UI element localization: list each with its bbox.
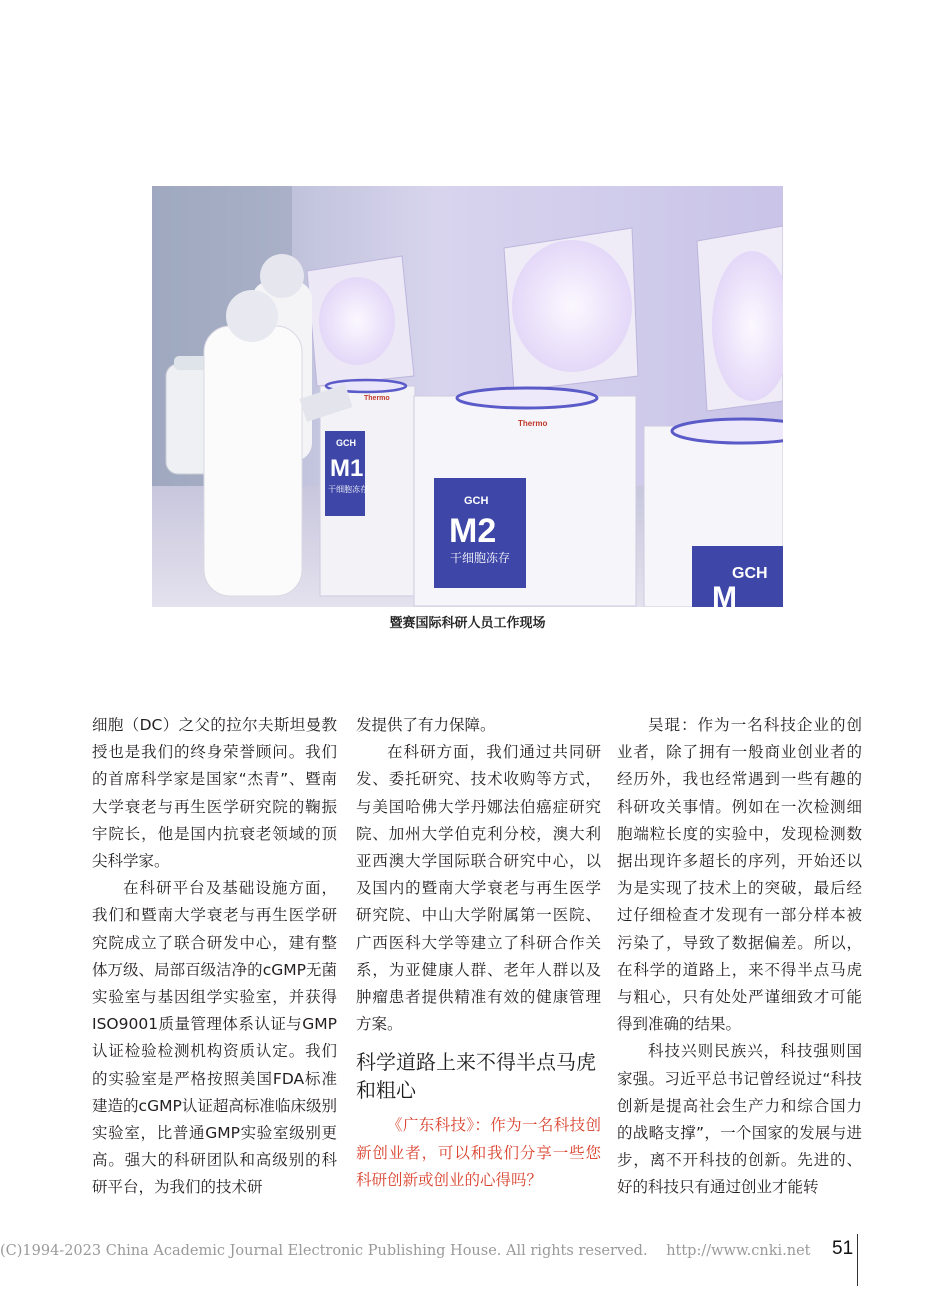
- paragraph: 细胞（DC）之父的拉尔夫斯坦曼教授也是我们的终身荣誉顾问。我们的首席科学家是国家“杰青”、暨南大学衰老与再生医学研究院的鞠振宇院长，他是国内抗衰老领域的顶尖科学家。: [92, 716, 337, 871]
- m1-sub-label: 干细胞冻存: [328, 485, 368, 494]
- m1-model-label: M1: [330, 455, 364, 482]
- paragraph: 在科研方面，我们通过共同研发、委托研究、技术收购等方式，与美国哈佛大学丹娜法伯癌症研究院、加州大学伯克利分校，澳大利亚西澳大学国际联合研究中心，以及国内的暨南大学衰老与再生医学研究院、中山大学附属第一医院、广西医科大学等建立了科研合作关系，为亚健康人群、老年人群以及肿瘤患者提供精准有效的健康管理方案。: [356, 743, 601, 1034]
- paragraph: 在科研平台及基础设施方面，我们和暨南大学衰老与再生医学研究院成立了联合研发中心，建有整体万级、局部百级洁净的cGMP无菌实验室与基因组学实验室，并获得ISO9001质量管理体系认证与GMP认证检验检测机构资质认定。我们的实验室是严格按照美国FDA标准建造的cGMP认证超高标准临床级别实验室，比普通GMP实验室级别更高。强大的科研团队和高级别的科研平台，为我们的技术研: [92, 879, 337, 1197]
- m2-brand-label: GCH: [464, 495, 489, 507]
- m3-model-label: M: [712, 581, 737, 607]
- page-divider: [857, 1234, 858, 1286]
- interview-question: 《广东科技》：作为一名科技创新创业者，可以和我们分享一些您科研创新或创业的心得吗？: [356, 1116, 601, 1189]
- m1-maker-label: Thermo: [364, 395, 390, 402]
- section-heading: 科学道路上来不得半点马虎和粗心: [356, 1050, 596, 1103]
- m2-model-label: M2: [449, 512, 497, 550]
- m2-maker-label: Thermo: [518, 419, 548, 428]
- page-number: 51: [832, 1238, 854, 1259]
- m1-brand-label: GCH: [336, 438, 356, 448]
- freezer-m1: [307, 256, 415, 596]
- copyright-text: (C)1994-2023 China Academic Journal Electronic Publishing House. All rights reserved.: [0, 1243, 648, 1259]
- m2-sub-label: 干细胞冻存: [450, 551, 511, 565]
- footer-url: http://www.cnki.net: [666, 1243, 811, 1259]
- paragraph: 科技兴则民族兴，科技强则国家强。习近平总书记曾经说过“科技创新是提高社会生产力和综合国力的战略支撑”，一个国家的发展与进步，离不开科技的创新。先进的、好的科技只有通过创业才能转: [617, 1042, 862, 1197]
- text-column-2: [356, 712, 601, 1194]
- text-column-3: [617, 712, 862, 1202]
- m3-brand-label: GCH: [732, 565, 768, 582]
- text-column-1: [92, 712, 337, 1202]
- photo-caption: 暨赛国际科研人员工作现场: [389, 616, 546, 631]
- footer-copyright: [0, 1243, 820, 1259]
- paragraph: 发提供了有力保障。: [356, 716, 496, 734]
- lab-photo: [152, 186, 783, 607]
- interview-answer: 吴琨：作为一名科技企业的创业者，除了拥有一般商业创业者的经历外，我也经常遇到一些有趣的科研攻关事情。例如在一次检测细胞端粒长度的实验中，发现检测数据出现许多超长的序列，开始还以为是实现了技术上的突破，最后经过仔细检查才发现有一部分样本被污染了，导致了数据偏差。所以，在科学的道路上，来不得半点马虎与粗心，只有处处严谨细致才可能得到准确的结果。: [617, 716, 862, 1034]
